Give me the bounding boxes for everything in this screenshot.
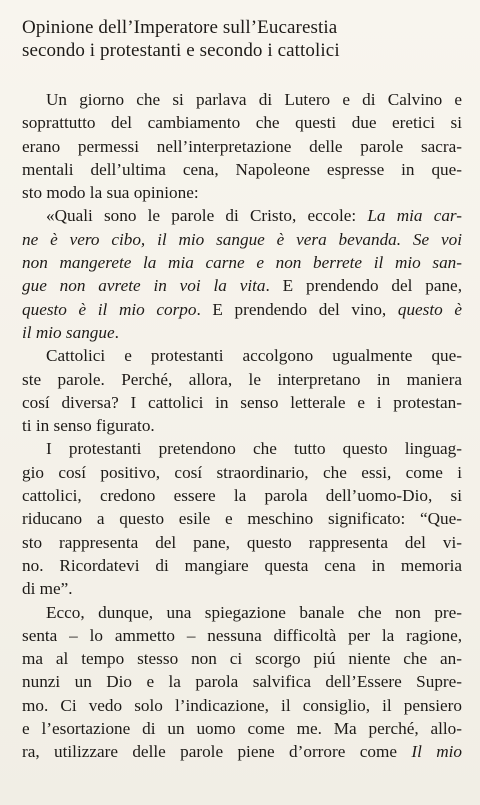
italic-text: questo è il mio corpo bbox=[22, 299, 197, 319]
text-line: gio cosí positivo, cosí straordinario, che essi, come i bbox=[22, 462, 462, 482]
text-line: sto modo la sua opinione: bbox=[22, 183, 199, 203]
text-line: sto rappresenta del pane, questo rappresenta del vi- bbox=[22, 532, 462, 552]
text-line: no. Ricordatevi di mangiare questa cena in memoria bbox=[22, 555, 462, 575]
text-line: cattolici, credono essere la parola dell’uomo-Dio, si bbox=[22, 486, 462, 506]
chapter-title bbox=[22, 16, 472, 62]
text-line: erano permessi nell’interpretazione delle parole sacra- bbox=[22, 136, 462, 156]
text-line: mentali dell’ultima cena, Napoleone espresse in que- bbox=[22, 159, 462, 179]
italic-text: ne è vero cibo, il mio sangue è vera bevanda. Se voi bbox=[22, 229, 462, 249]
text-line: Un giorno che si parlava di Lutero e di Calvino e bbox=[46, 90, 462, 109]
italic-text: La mia car- bbox=[367, 206, 462, 226]
text-line: questo è il mio corpo. E prendendo del vino, questo è bbox=[22, 299, 462, 319]
text-line: Ecco, dunque, una spiegazione banale che non pre- bbox=[46, 602, 462, 622]
chapter-title-line: Opinione dell’Imperatore sull’Eucarestia bbox=[22, 17, 338, 38]
text-line bbox=[22, 228, 462, 251]
italic-text: il mio sangue bbox=[22, 322, 115, 342]
text-line: senta – lo ammetto – nessuna difficoltà per la ragione, bbox=[22, 625, 462, 645]
text-line: il mio sangue. bbox=[22, 322, 119, 342]
text-line: ma al tempo stesso non ci scorgo piú niente che an- bbox=[22, 649, 462, 669]
italic-text: gue non avrete in voi la vita bbox=[22, 276, 266, 296]
italic-text: questo è bbox=[397, 299, 462, 319]
text-line: ste parole. Perché, allora, le interpretano in maniera bbox=[22, 369, 462, 389]
body-text bbox=[22, 88, 462, 764]
italic-text: Il mio bbox=[411, 742, 462, 762]
text-line: e l’esortazione di un uomo come me. Ma perché, allo- bbox=[22, 719, 462, 739]
text-line: nunzi un Dio e la parola salvifica dell’Essere Supre- bbox=[22, 672, 462, 692]
text-line bbox=[22, 251, 462, 274]
text-line: gue non avrete in voi la vita. E prendendo del pane, bbox=[22, 276, 462, 296]
text-line: «Quali sono le parole di Cristo, eccole: La mia car- bbox=[46, 206, 462, 226]
text-line: I protestanti pretendono che tutto questo linguag- bbox=[46, 439, 462, 459]
text-line: mo. Ci vedo solo l’indicazione, il consiglio, il pensiero bbox=[22, 695, 462, 715]
italic-text: non mangerete la mia carne e non berrete il mio san- bbox=[22, 253, 462, 273]
text-line: di me”. bbox=[22, 579, 73, 599]
text-line: cosí diversa? I cattolici in senso letterale e i protestan- bbox=[22, 392, 462, 412]
text-line: Cattolici e protestanti accolgono ugualmente que- bbox=[46, 346, 462, 366]
text-line: ra, utilizzare delle parole piene d’orrore come Il mio bbox=[22, 742, 462, 762]
text-line: ti in senso figurato. bbox=[22, 416, 155, 436]
chapter-title-line: secondo i protestanti e secondo i cattolici bbox=[22, 40, 340, 61]
text-line: riducano a questo esile e meschino significato: “Que- bbox=[22, 509, 462, 529]
text-line: soprattutto del cambiamento che questi due eretici si bbox=[22, 113, 462, 133]
